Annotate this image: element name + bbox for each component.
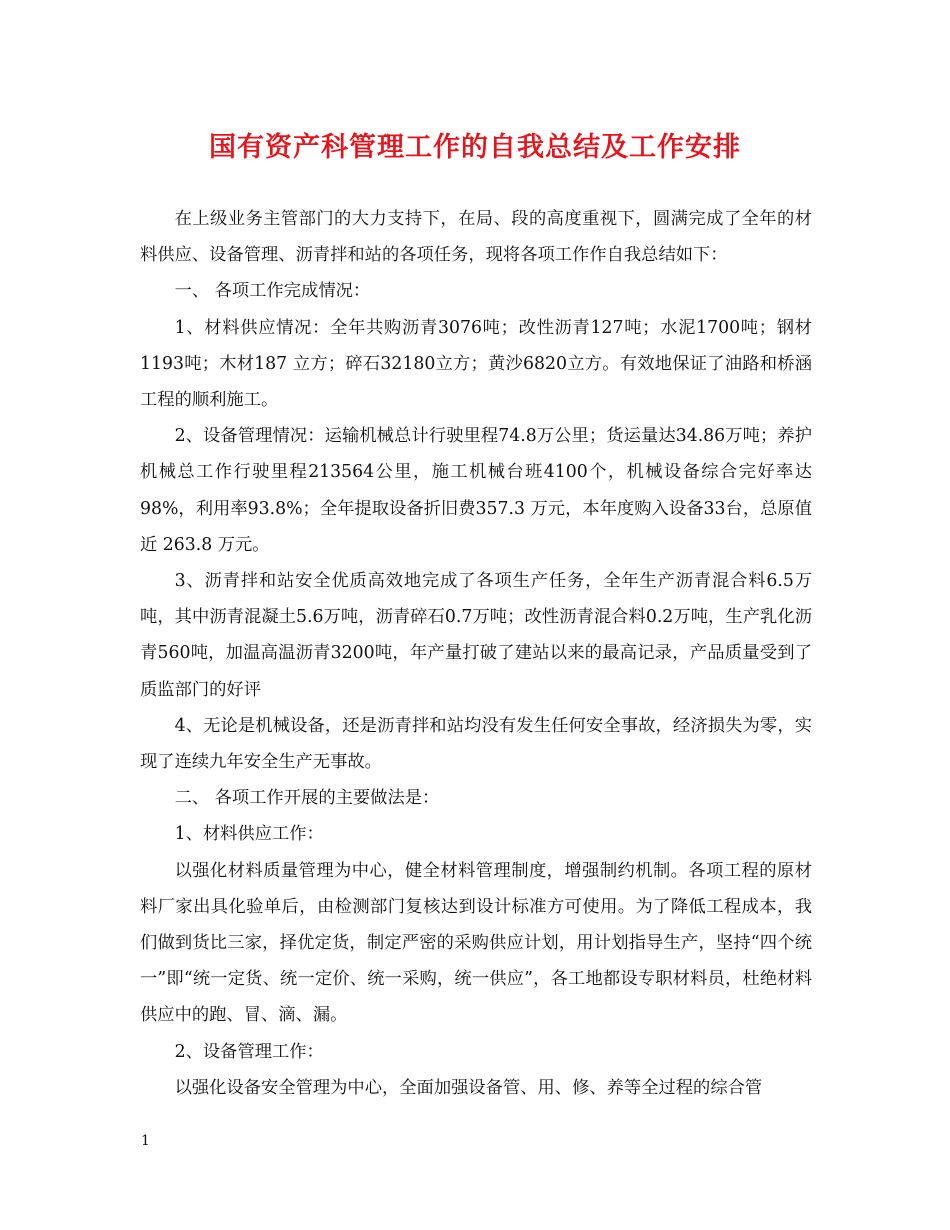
section-heading-1: 一、 各项工作完成情况： xyxy=(174,281,371,302)
document-title: 国有资产科管理工作的自我总结及工作安排 xyxy=(209,132,741,163)
paragraph-equipment-management: 2、设备管理情况：运输机械总计行驶里程74.8万公里；货运量达34.86万吨；养护机械总工作行驶里程213564公里，施工机械台班4100个，机械设备综合完好率达98%，利用率93.8%；全年提取设备折旧费357.3 万元，本年度购入设备33台，总原值近 263.8 万元。 xyxy=(140,426,812,555)
paragraph-safety: 4、无论是机械设备，还是沥青拌和站均没有发生任何安全事故，经济损失为零，实现了连续九年安全生产无事故。 xyxy=(140,715,812,773)
paragraph-material-work: 以强化材料质量管理为中心，健全材料管理制度，增强制约机制。各项工程的原材料厂家出具化验单后，由检测部门复核达到设计标准方可使用。为了降低工程成本，我们做到货比三家，择优定货，制定严密的采购供应计划，用计划指导生产，坚持“四个统一”即“统一定货、统一定价、统一采购，统一供应”，各工地都设专职材料员，杜绝材料供应中的跑、冒、滴、漏。 xyxy=(140,860,812,1026)
paragraph-material-supply: 1、材料供应情况：全年共购沥青3076吨；改性沥青127吨；水泥1700吨；钢材1193吨；木材187 立方；碎石32180立方；黄沙6820立方。有效地保证了油路和桥涵工程的顺利施工。 xyxy=(140,317,812,411)
subheading-material-work: 1、材料供应工作： xyxy=(174,824,324,845)
page-number: 1 xyxy=(141,1133,150,1149)
paragraph-equipment-work: 以强化设备安全管理为中心，全面加强设备管、用、修、养等全过程的综合管 xyxy=(174,1077,763,1098)
section-heading-2: 二、 各项工作开展的主要做法是： xyxy=(174,788,440,809)
paragraph-intro: 在上级业务主管部门的大力支持下，在局、段的高度重视下，圆满完成了全年的材料供应、设备管理、沥青拌和站的各项任务，现将各项工作作自我总结如下： xyxy=(140,209,812,266)
document-body xyxy=(140,201,812,1106)
paragraph-asphalt-station: 3、沥青拌和站安全优质高效地完成了各项生产任务，全年生产沥青混合料6.5万吨，其中沥青混凝土5.6万吨，沥青碎石0.7万吨；改性沥青混合料0.2万吨，生产乳化沥青560吨，加温高温沥青3200吨，年产量打破了建站以来的最高记录，产品质量受到了质监部门的好评 xyxy=(140,571,812,700)
subheading-equipment-work: 2、设备管理工作： xyxy=(174,1041,324,1062)
